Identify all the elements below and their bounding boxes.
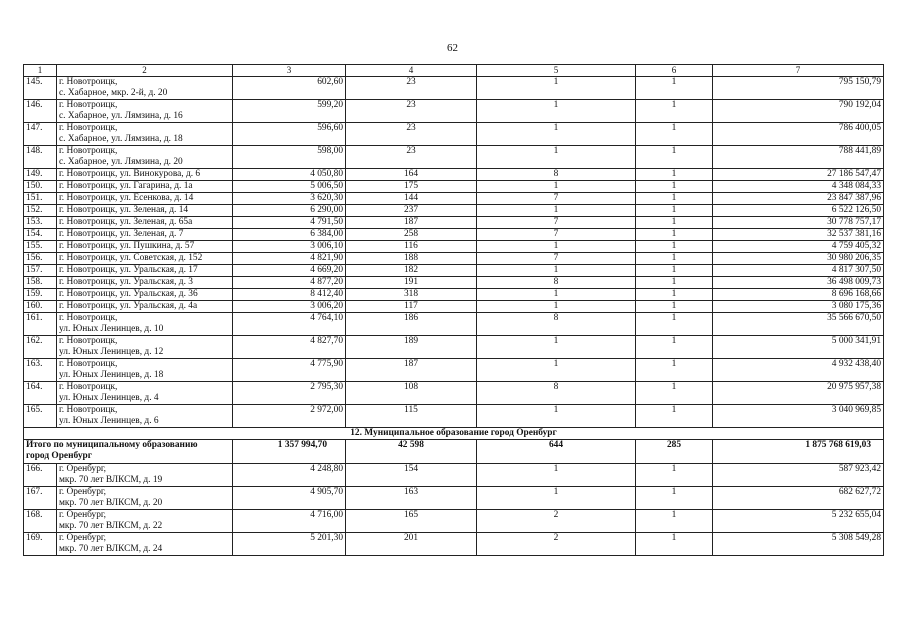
address-cell: г. Новотроицк, ул. Винокурова, д. 6	[57, 169, 233, 181]
row-number: 160.	[24, 301, 57, 313]
col-5-cell: 1	[477, 77, 636, 100]
row-number: 148.	[24, 146, 57, 169]
address-cell: г. Оренбург, мкр. 70 лет ВЛКСМ, д. 24	[57, 533, 233, 556]
cost-cell: 3 040 969,85	[713, 405, 884, 428]
col-5-cell: 8	[477, 169, 636, 181]
col-6-cell: 1	[636, 181, 713, 193]
column-header: 4	[346, 65, 477, 77]
table-row	[24, 253, 884, 265]
col-5-cell: 1	[477, 265, 636, 277]
table-row	[24, 382, 884, 405]
address-cell: г. Новотроицк, с. Хабарное, мкр. 2-й, д. 20	[57, 77, 233, 100]
table-row	[24, 205, 884, 217]
col-6-cell: 1	[636, 382, 713, 405]
col-6-cell: 1	[636, 193, 713, 205]
col-5-cell: 7	[477, 229, 636, 241]
col-5-cell: 2	[477, 510, 636, 533]
col-4-cell: 237	[346, 205, 477, 217]
col-5-cell: 8	[477, 313, 636, 336]
area-cell: 4 050,80	[233, 169, 346, 181]
col-5-cell: 1	[477, 336, 636, 359]
address-cell: г. Новотроицк, ул. Уральская, д. 36	[57, 289, 233, 301]
table-body-novotroitsk	[24, 77, 884, 428]
address-cell: г. Новотроицк, ул. Юных Ленинцев, д. 18	[57, 359, 233, 382]
table-row	[24, 301, 884, 313]
col-4-cell: 165	[346, 510, 477, 533]
col-5-cell: 1	[477, 405, 636, 428]
cost-cell: 23 847 387,96	[713, 193, 884, 205]
col-6-cell: 1	[636, 336, 713, 359]
col-5-cell: 1	[477, 241, 636, 253]
col-4-cell: 191	[346, 277, 477, 289]
col-6-cell: 1	[636, 100, 713, 123]
col-5-cell: 2	[477, 533, 636, 556]
col-6-cell: 1	[636, 241, 713, 253]
row-number: 159.	[24, 289, 57, 301]
registry-table	[23, 64, 884, 556]
table-row	[24, 265, 884, 277]
col-5-cell: 8	[477, 382, 636, 405]
col-4-cell: 188	[346, 253, 477, 265]
table-row	[24, 487, 884, 510]
area-cell: 602,60	[233, 77, 346, 100]
row-number: 149.	[24, 169, 57, 181]
col-4-cell: 164	[346, 169, 477, 181]
table-row	[24, 217, 884, 229]
area-cell: 5 006,50	[233, 181, 346, 193]
row-number: 166.	[24, 464, 57, 487]
total-col-6: 285	[636, 440, 713, 464]
col-6-cell: 1	[636, 289, 713, 301]
col-6-cell: 1	[636, 123, 713, 146]
address-cell: г. Новотроицк, ул. Пушкина, д. 57	[57, 241, 233, 253]
col-5-cell: 1	[477, 146, 636, 169]
col-6-cell: 1	[636, 533, 713, 556]
col-4-cell: 182	[346, 265, 477, 277]
address-cell: г. Оренбург, мкр. 70 лет ВЛКСМ, д. 20	[57, 487, 233, 510]
row-number: 154.	[24, 229, 57, 241]
col-5-cell: 1	[477, 301, 636, 313]
col-4-cell: 258	[346, 229, 477, 241]
col-5-cell: 1	[477, 464, 636, 487]
address-cell: г. Новотроицк, ул. Уральская, д. 17	[57, 265, 233, 277]
address-cell: г. Новотроицк, ул. Зеленая, д. 7	[57, 229, 233, 241]
row-number: 161.	[24, 313, 57, 336]
table-row	[24, 241, 884, 253]
area-cell: 4 775,90	[233, 359, 346, 382]
cost-cell: 20 975 957,38	[713, 382, 884, 405]
col-6-cell: 1	[636, 359, 713, 382]
col-5-cell: 1	[477, 205, 636, 217]
page-number: 62	[447, 42, 458, 54]
col-5-cell: 1	[477, 359, 636, 382]
cost-cell: 4 932 438,40	[713, 359, 884, 382]
col-6-cell: 1	[636, 217, 713, 229]
area-cell: 8 412,40	[233, 289, 346, 301]
area-cell: 4 248,80	[233, 464, 346, 487]
row-number: 153.	[24, 217, 57, 229]
address-cell: г. Новотроицк, ул. Юных Ленинцев, д. 12	[57, 336, 233, 359]
cost-cell: 36 498 009,73	[713, 277, 884, 289]
area-cell: 6 384,00	[233, 229, 346, 241]
table-row	[24, 289, 884, 301]
area-cell: 3 620,30	[233, 193, 346, 205]
section-title: 12. Муниципальное образование город Оренбург	[24, 428, 884, 440]
area-cell: 2 972,00	[233, 405, 346, 428]
column-header: 3	[233, 65, 346, 77]
cost-cell: 795 150,79	[713, 77, 884, 100]
row-number: 157.	[24, 265, 57, 277]
address-cell: г. Новотроицк, с. Хабарное, ул. Лямзина, д. 18	[57, 123, 233, 146]
cost-cell: 8 696 168,66	[713, 289, 884, 301]
cost-cell: 35 566 670,50	[713, 313, 884, 336]
column-header: 2	[57, 65, 233, 77]
address-cell: г. Новотроицк, ул. Есенкова, д. 14	[57, 193, 233, 205]
section-row	[24, 428, 884, 440]
col-6-cell: 1	[636, 313, 713, 336]
table-row	[24, 359, 884, 382]
area-cell: 6 290,00	[233, 205, 346, 217]
area-cell: 599,20	[233, 100, 346, 123]
cost-cell: 788 441,89	[713, 146, 884, 169]
col-4-cell: 116	[346, 241, 477, 253]
col-4-cell: 23	[346, 100, 477, 123]
col-4-cell: 175	[346, 181, 477, 193]
col-6-cell: 1	[636, 464, 713, 487]
col-6-cell: 1	[636, 277, 713, 289]
address-cell: г. Новотроицк, ул. Юных Ленинцев, д. 10	[57, 313, 233, 336]
row-number: 164.	[24, 382, 57, 405]
col-4-cell: 144	[346, 193, 477, 205]
col-6-cell: 1	[636, 405, 713, 428]
section-block	[24, 428, 884, 464]
area-cell: 5 201,30	[233, 533, 346, 556]
column-header: 6	[636, 65, 713, 77]
row-number: 169.	[24, 533, 57, 556]
area-cell: 4 905,70	[233, 487, 346, 510]
col-6-cell: 1	[636, 301, 713, 313]
column-header: 7	[713, 65, 884, 77]
col-4-cell: 187	[346, 217, 477, 229]
address-cell: г. Новотроицк, ул. Юных Ленинцев, д. 6	[57, 405, 233, 428]
col-6-cell: 1	[636, 487, 713, 510]
col-4-cell: 187	[346, 359, 477, 382]
col-4-cell: 108	[346, 382, 477, 405]
row-number: 151.	[24, 193, 57, 205]
total-row	[24, 440, 884, 464]
table-row	[24, 313, 884, 336]
col-6-cell: 1	[636, 77, 713, 100]
table-row	[24, 169, 884, 181]
address-cell: г. Новотроицк, ул. Зеленая, д. 14	[57, 205, 233, 217]
table-row	[24, 146, 884, 169]
row-number: 155.	[24, 241, 57, 253]
table-row	[24, 464, 884, 487]
area-cell: 596,60	[233, 123, 346, 146]
address-cell: г. Новотроицк, с. Хабарное, ул. Лямзина, д. 20	[57, 146, 233, 169]
cost-cell: 587 923,42	[713, 464, 884, 487]
cost-cell: 4 817 307,50	[713, 265, 884, 277]
table-row	[24, 277, 884, 289]
col-4-cell: 163	[346, 487, 477, 510]
area-cell: 4 764,10	[233, 313, 346, 336]
table-row	[24, 336, 884, 359]
column-header: 1	[24, 65, 57, 77]
table-row	[24, 193, 884, 205]
cost-cell: 786 400,05	[713, 123, 884, 146]
column-header: 5	[477, 65, 636, 77]
area-cell: 3 006,20	[233, 301, 346, 313]
table-row	[24, 100, 884, 123]
address-cell: г. Новотроицк, ул. Советская, д. 152	[57, 253, 233, 265]
col-4-cell: 154	[346, 464, 477, 487]
cost-cell: 3 080 175,36	[713, 301, 884, 313]
col-6-cell: 1	[636, 169, 713, 181]
area-cell: 4 791,50	[233, 217, 346, 229]
col-6-cell: 1	[636, 253, 713, 265]
total-area: 1 357 994,70	[233, 440, 346, 464]
table-body-orenburg	[24, 464, 884, 556]
col-4-cell: 189	[346, 336, 477, 359]
row-number: 162.	[24, 336, 57, 359]
col-4-cell: 201	[346, 533, 477, 556]
cost-cell: 30 980 206,35	[713, 253, 884, 265]
row-number: 168.	[24, 510, 57, 533]
row-number: 165.	[24, 405, 57, 428]
table-header	[24, 65, 884, 77]
area-cell: 2 795,30	[233, 382, 346, 405]
row-number: 146.	[24, 100, 57, 123]
cost-cell: 4 348 084,33	[713, 181, 884, 193]
cost-cell: 6 522 126,50	[713, 205, 884, 217]
address-cell: г. Новотроицк, ул. Уральская, д. 3	[57, 277, 233, 289]
col-6-cell: 1	[636, 146, 713, 169]
col-5-cell: 7	[477, 193, 636, 205]
col-5-cell: 1	[477, 100, 636, 123]
area-cell: 4 821,90	[233, 253, 346, 265]
row-number: 158.	[24, 277, 57, 289]
address-cell: г. Новотроицк, ул. Зеленая, д. 65а	[57, 217, 233, 229]
col-5-cell: 1	[477, 487, 636, 510]
col-4-cell: 186	[346, 313, 477, 336]
area-cell: 598,00	[233, 146, 346, 169]
table-row	[24, 123, 884, 146]
cost-cell: 5 232 655,04	[713, 510, 884, 533]
col-5-cell: 1	[477, 123, 636, 146]
total-label: Итого по муниципальному образованию город Оренбург	[24, 440, 233, 464]
cost-cell: 32 537 381,16	[713, 229, 884, 241]
area-cell: 4 669,20	[233, 265, 346, 277]
area-cell: 4 827,70	[233, 336, 346, 359]
cost-cell: 5 000 341,91	[713, 336, 884, 359]
cost-cell: 5 308 549,28	[713, 533, 884, 556]
row-number: 156.	[24, 253, 57, 265]
table-row	[24, 533, 884, 556]
table-row	[24, 405, 884, 428]
address-cell: г. Новотроицк, ул. Юных Ленинцев, д. 4	[57, 382, 233, 405]
address-cell: г. Новотроицк, ул. Уральская, д. 4а	[57, 301, 233, 313]
row-number: 145.	[24, 77, 57, 100]
total-col-4: 42 598	[346, 440, 477, 464]
address-cell: г. Оренбург, мкр. 70 лет ВЛКСМ, д. 19	[57, 464, 233, 487]
cost-cell: 790 192,04	[713, 100, 884, 123]
col-6-cell: 1	[636, 229, 713, 241]
row-number: 163.	[24, 359, 57, 382]
area-cell: 4 716,00	[233, 510, 346, 533]
row-number: 152.	[24, 205, 57, 217]
area-cell: 4 877,20	[233, 277, 346, 289]
address-cell: г. Оренбург, мкр. 70 лет ВЛКСМ, д. 22	[57, 510, 233, 533]
col-5-cell: 8	[477, 277, 636, 289]
table-row	[24, 181, 884, 193]
col-6-cell: 1	[636, 205, 713, 217]
col-4-cell: 318	[346, 289, 477, 301]
cost-cell: 4 759 405,32	[713, 241, 884, 253]
col-4-cell: 117	[346, 301, 477, 313]
total-col-5: 644	[477, 440, 636, 464]
table-row	[24, 77, 884, 100]
table-row	[24, 229, 884, 241]
col-4-cell: 115	[346, 405, 477, 428]
address-cell: г. Новотроицк, ул. Гагарина, д. 1а	[57, 181, 233, 193]
address-cell: г. Новотроицк, с. Хабарное, ул. Лямзина, д. 16	[57, 100, 233, 123]
cost-cell: 27 186 547,47	[713, 169, 884, 181]
col-5-cell: 1	[477, 289, 636, 301]
col-5-cell: 1	[477, 181, 636, 193]
col-6-cell: 1	[636, 265, 713, 277]
col-4-cell: 23	[346, 123, 477, 146]
row-number: 150.	[24, 181, 57, 193]
row-number: 167.	[24, 487, 57, 510]
cost-cell: 30 778 757,17	[713, 217, 884, 229]
cost-cell: 682 627,72	[713, 487, 884, 510]
table-row	[24, 510, 884, 533]
col-6-cell: 1	[636, 510, 713, 533]
total-cost: 1 875 768 619,03	[713, 440, 884, 464]
row-number: 147.	[24, 123, 57, 146]
col-5-cell: 7	[477, 217, 636, 229]
area-cell: 3 006,10	[233, 241, 346, 253]
col-5-cell: 7	[477, 253, 636, 265]
col-4-cell: 23	[346, 77, 477, 100]
col-4-cell: 23	[346, 146, 477, 169]
